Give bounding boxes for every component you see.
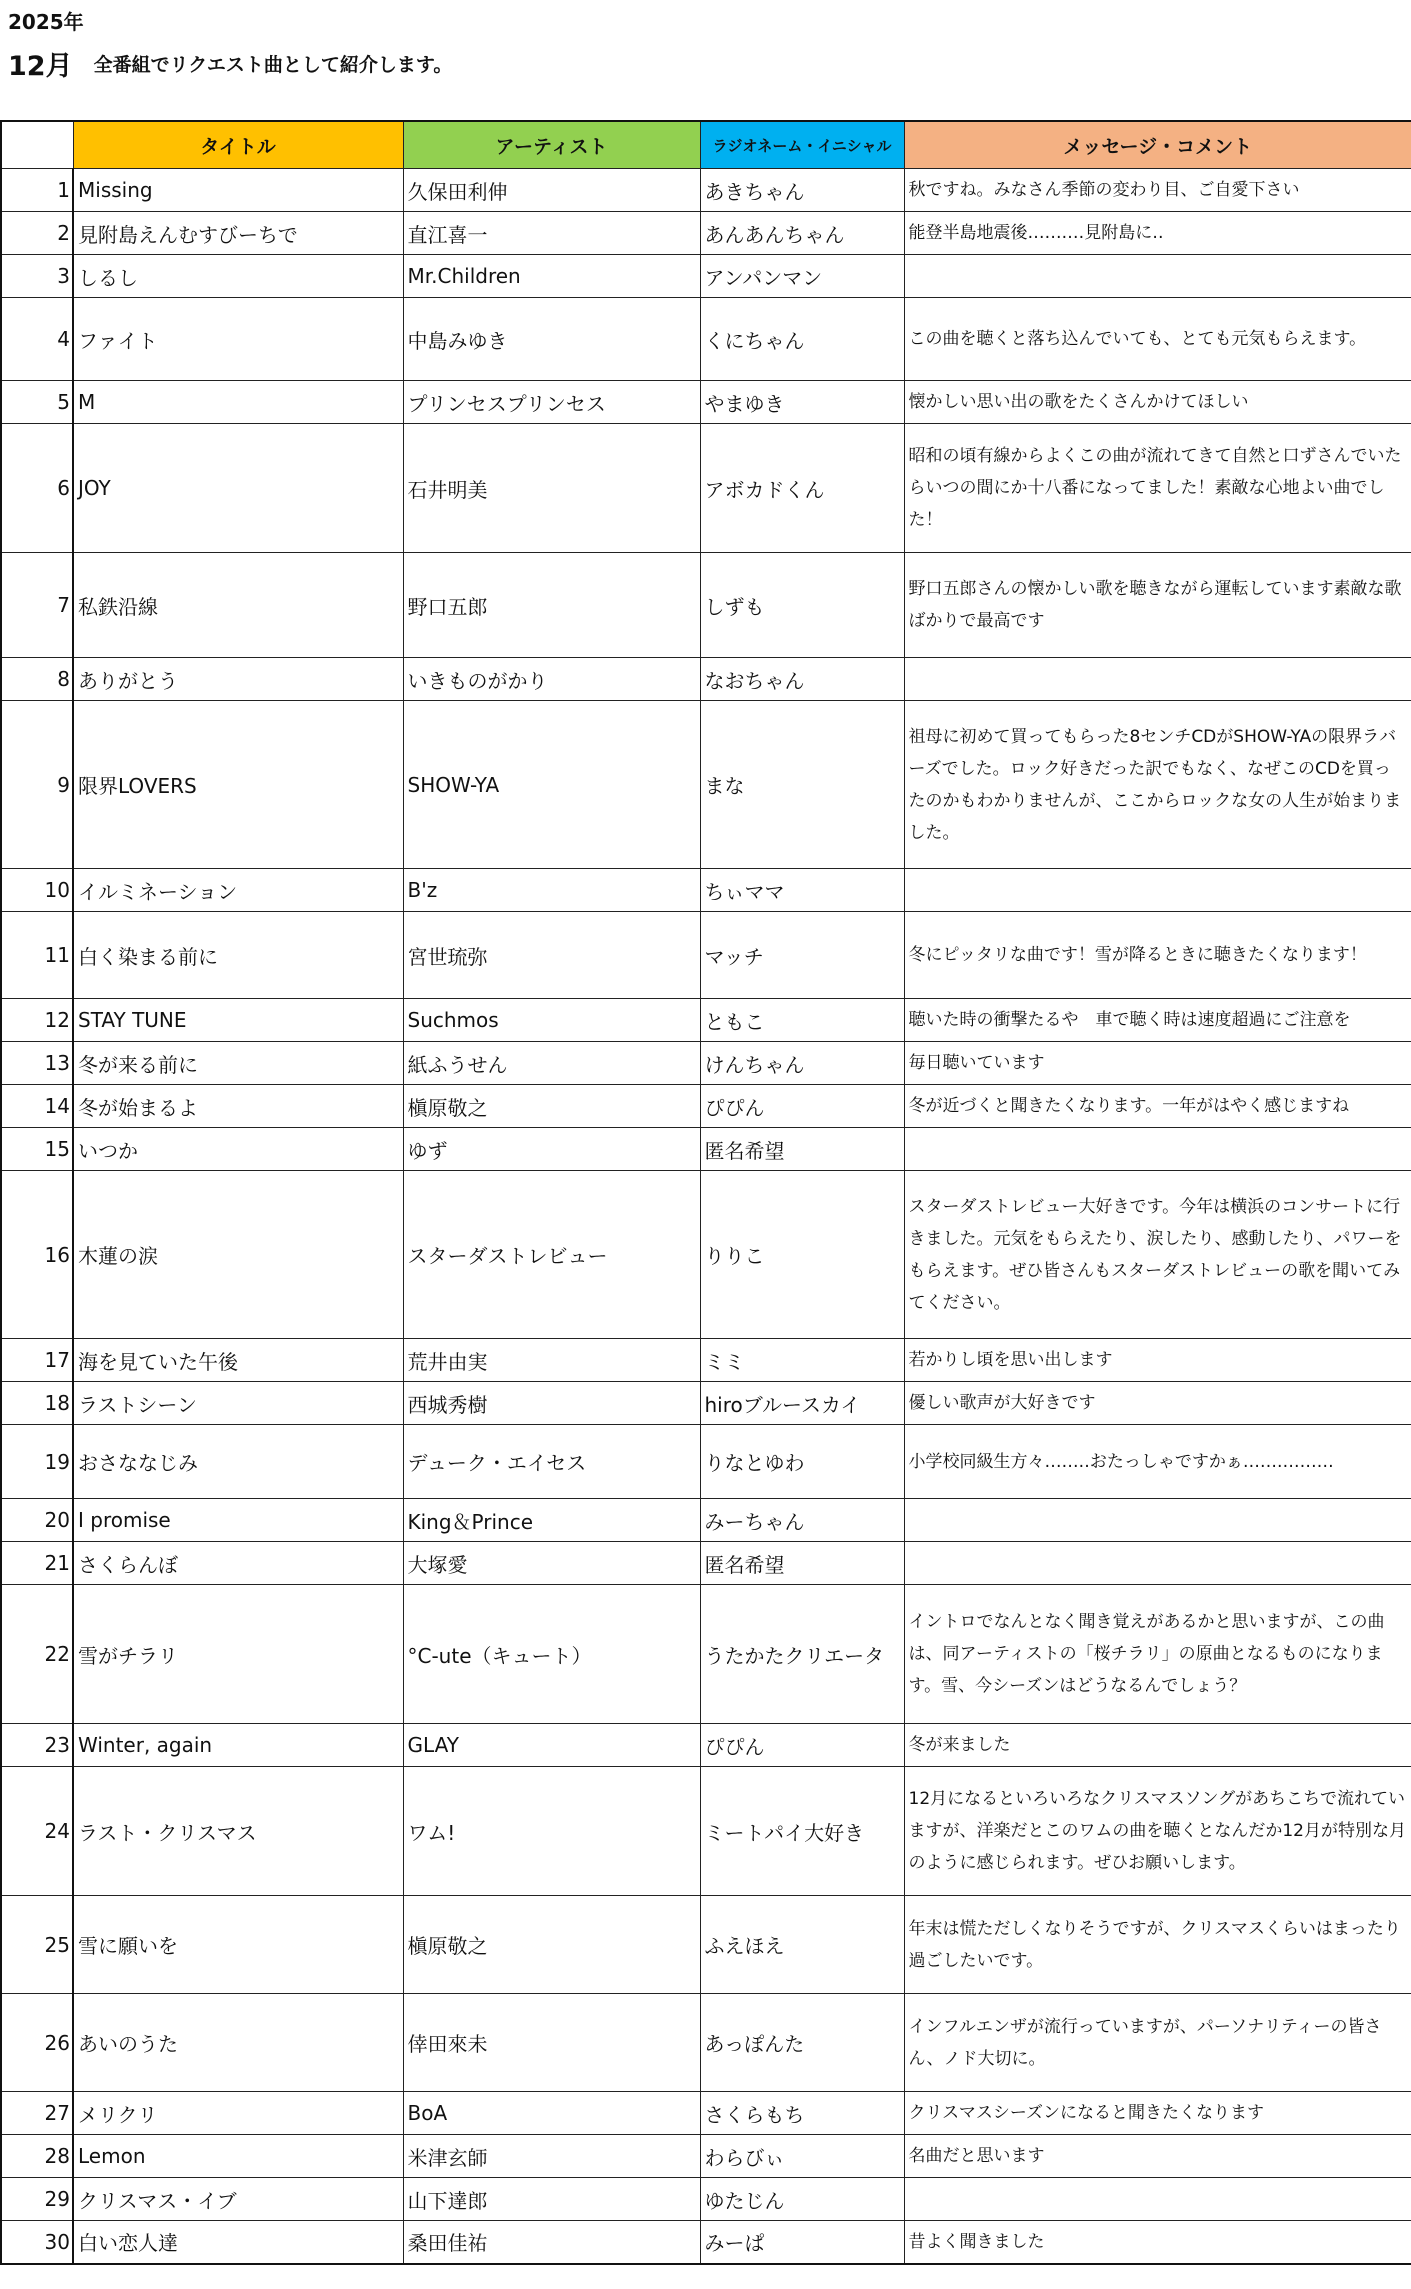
row-radio-name: あっぽんた xyxy=(700,1994,904,2092)
row-radio-name: やまゆき xyxy=(700,381,904,424)
table-row xyxy=(1,1896,1411,1994)
row-artist: ワム! xyxy=(403,1767,700,1896)
row-artist: 大塚愛 xyxy=(403,1542,700,1585)
row-artist: 宮世琉弥 xyxy=(403,912,700,999)
row-message: 小学校同級生方々‥‥‥‥おたっしゃですかぁ‥‥‥‥‥‥‥‥ xyxy=(904,1425,1411,1499)
row-artist: BoA xyxy=(403,2092,700,2135)
row-artist: 直江喜一 xyxy=(403,212,700,255)
row-number: 25 xyxy=(1,1896,73,1994)
row-radio-name: hiroブルースカイ xyxy=(700,1382,904,1425)
row-title: JOY xyxy=(73,424,403,553)
row-artist: SHOW-YA xyxy=(403,701,700,869)
row-number: 21 xyxy=(1,1542,73,1585)
row-radio-name: けんちゃん xyxy=(700,1042,904,1085)
row-title: Lemon xyxy=(73,2135,403,2178)
row-title: 雪に願いを xyxy=(73,1896,403,1994)
row-message: 冬が近づくと聞きたくなります。一年がはやく感じますね xyxy=(904,1085,1411,1128)
row-number: 29 xyxy=(1,2178,73,2221)
row-artist: 中島みゆき xyxy=(403,298,700,381)
row-artist: 倖田來未 xyxy=(403,1994,700,2092)
row-artist: B'z xyxy=(403,869,700,912)
row-number: 19 xyxy=(1,1425,73,1499)
table-header-row xyxy=(1,121,1411,169)
table-row xyxy=(1,1499,1411,1542)
row-number: 3 xyxy=(1,255,73,298)
row-radio-name: ぴぴん xyxy=(700,1085,904,1128)
row-radio-name: しずも xyxy=(700,553,904,658)
row-message: 昭和の頃有線からよくこの曲が流れてきて自然と口ずさんでいたらいつの間にか十八番になってました！素敵な心地よい曲でした！ xyxy=(904,424,1411,553)
row-title: I promise xyxy=(73,1499,403,1542)
row-number: 15 xyxy=(1,1128,73,1171)
row-message: この曲を聴くと落ち込んでいても、とても元気もらえます。 xyxy=(904,298,1411,381)
row-radio-name: あんあんちゃん xyxy=(700,212,904,255)
table-row xyxy=(1,1425,1411,1499)
row-message: インフルエンザが流行っていますが、パーソナリティーの皆さん、ノド大切に。 xyxy=(904,1994,1411,2092)
row-radio-name: ぴぴん xyxy=(700,1724,904,1767)
row-message: 若かりし頃を思い出します xyxy=(904,1339,1411,1382)
row-number: 23 xyxy=(1,1724,73,1767)
row-message: 年末は慌ただしくなりそうですが、クリスマスくらいはまったり過ごしたいです。 xyxy=(904,1896,1411,1994)
table-row xyxy=(1,999,1411,1042)
table-row xyxy=(1,701,1411,869)
row-title: ラストシーン xyxy=(73,1382,403,1425)
table-row xyxy=(1,2221,1411,2264)
row-message xyxy=(904,255,1411,298)
row-artist: 槇原敬之 xyxy=(403,1085,700,1128)
row-message: 懐かしい思い出の歌をたくさんかけてほしい xyxy=(904,381,1411,424)
row-radio-name: アボカドくん xyxy=(700,424,904,553)
row-title: 雪がチラリ xyxy=(73,1585,403,1724)
row-title: イルミネーション xyxy=(73,869,403,912)
table-row xyxy=(1,1339,1411,1382)
column-header-number xyxy=(1,121,73,169)
row-message: 12月になるといろいろなクリスマスソングがあちこちで流れていますが、洋楽だとこのワムの曲を聴くとなんだか12月が特別な月のように感じられます。ぜひお願いします。 xyxy=(904,1767,1411,1896)
row-artist: 槇原敬之 xyxy=(403,1896,700,1994)
row-message: 毎日聴いています xyxy=(904,1042,1411,1085)
row-message xyxy=(904,2178,1411,2221)
table-row xyxy=(1,1128,1411,1171)
table-row xyxy=(1,424,1411,553)
row-title: クリスマス・イブ xyxy=(73,2178,403,2221)
row-message: スターダストレビュー大好きです。今年は横浜のコンサートに行きました。元気をもらえたり、涙したり、感動したり、パワーをもらえます。ぜひ皆さんもスターダストレビューの歌を聞いてみてください。 xyxy=(904,1171,1411,1339)
page-heading xyxy=(8,44,452,83)
table-row xyxy=(1,869,1411,912)
table-row xyxy=(1,2135,1411,2178)
row-number: 24 xyxy=(1,1767,73,1896)
row-radio-name: ゆたじん xyxy=(700,2178,904,2221)
row-number: 28 xyxy=(1,2135,73,2178)
row-message: 冬にピッタリな曲です！雪が降るときに聴きたくなります！ xyxy=(904,912,1411,999)
row-title: 海を見ていた午後 xyxy=(73,1339,403,1382)
row-number: 7 xyxy=(1,553,73,658)
row-title: 白く染まる前に xyxy=(73,912,403,999)
table-row xyxy=(1,658,1411,701)
row-message: クリスマスシーズンになると聞きたくなります xyxy=(904,2092,1411,2135)
row-number: 2 xyxy=(1,212,73,255)
row-message: 野口五郎さんの懐かしい歌を聴きながら運転しています素敵な歌ばかりで最高です xyxy=(904,553,1411,658)
month-label: 12月 xyxy=(8,51,73,82)
row-message: 昔よく聞きました xyxy=(904,2221,1411,2264)
row-radio-name: みーちゃん xyxy=(700,1499,904,1542)
row-message: 能登半島地震後‥‥‥‥‥見附島に‥ xyxy=(904,212,1411,255)
row-radio-name: ミートパイ大好き xyxy=(700,1767,904,1896)
row-title: Missing xyxy=(73,169,403,212)
row-radio-name: ちぃママ xyxy=(700,869,904,912)
row-number: 4 xyxy=(1,298,73,381)
row-title: 白い恋人達 xyxy=(73,2221,403,2264)
row-artist: 荒井由実 xyxy=(403,1339,700,1382)
row-title: 私鉄沿線 xyxy=(73,553,403,658)
table-row xyxy=(1,298,1411,381)
row-number: 20 xyxy=(1,1499,73,1542)
row-number: 13 xyxy=(1,1042,73,1085)
row-radio-name: みーぱ xyxy=(700,2221,904,2264)
request-table xyxy=(0,120,1411,2265)
row-title: ファイト xyxy=(73,298,403,381)
row-title: 見附島えんむすびーちで xyxy=(73,212,403,255)
row-message xyxy=(904,869,1411,912)
table-row xyxy=(1,912,1411,999)
row-radio-name: まな xyxy=(700,701,904,869)
year-label: 2025年 xyxy=(8,10,84,34)
table-row xyxy=(1,381,1411,424)
row-number: 22 xyxy=(1,1585,73,1724)
row-title: 限界LOVERS xyxy=(73,701,403,869)
row-artist: いきものがかり xyxy=(403,658,700,701)
row-number: 14 xyxy=(1,1085,73,1128)
row-radio-name: さくらもち xyxy=(700,2092,904,2135)
column-header-message: メッセージ・コメント xyxy=(904,121,1411,169)
row-title: あいのうた xyxy=(73,1994,403,2092)
row-radio-name: マッチ xyxy=(700,912,904,999)
column-header-artist: アーティスト xyxy=(403,121,700,169)
row-title: 木蓮の涙 xyxy=(73,1171,403,1339)
row-radio-name: アンパンマン xyxy=(700,255,904,298)
table-row xyxy=(1,2092,1411,2135)
row-message: 冬が来ました xyxy=(904,1724,1411,1767)
row-artist: 野口五郎 xyxy=(403,553,700,658)
row-number: 5 xyxy=(1,381,73,424)
row-artist: King＆Prince xyxy=(403,1499,700,1542)
row-radio-name: りなとゆわ xyxy=(700,1425,904,1499)
row-title: M xyxy=(73,381,403,424)
row-artist: プリンセスプリンセス xyxy=(403,381,700,424)
row-title: ラスト・クリスマス xyxy=(73,1767,403,1896)
row-message xyxy=(904,658,1411,701)
column-header-radio-name: ラジオネーム・イニシャル xyxy=(700,121,904,169)
row-artist: 石井明美 xyxy=(403,424,700,553)
table-row xyxy=(1,1542,1411,1585)
row-artist: 山下達郎 xyxy=(403,2178,700,2221)
table-row xyxy=(1,1585,1411,1724)
row-artist: ゆず xyxy=(403,1128,700,1171)
row-artist: 久保田利伸 xyxy=(403,169,700,212)
row-number: 1 xyxy=(1,169,73,212)
table-row xyxy=(1,1767,1411,1896)
table-row xyxy=(1,1042,1411,1085)
row-radio-name: うたかたクリエータ xyxy=(700,1585,904,1724)
row-message: 聴いた時の衝撃たるや 車で聴く時は速度超過にご注意を xyxy=(904,999,1411,1042)
row-message: 優しい歌声が大好きです xyxy=(904,1382,1411,1425)
row-number: 16 xyxy=(1,1171,73,1339)
row-title: いつか xyxy=(73,1128,403,1171)
row-radio-name: ふえほえ xyxy=(700,1896,904,1994)
row-title: Winter, again xyxy=(73,1724,403,1767)
row-artist: Suchmos xyxy=(403,999,700,1042)
row-number: 12 xyxy=(1,999,73,1042)
row-artist: 桑田佳祐 xyxy=(403,2221,700,2264)
row-radio-name: くにちゃん xyxy=(700,298,904,381)
row-radio-name: なおちゃん xyxy=(700,658,904,701)
row-message: 名曲だと思います xyxy=(904,2135,1411,2178)
row-number: 9 xyxy=(1,701,73,869)
table-row xyxy=(1,1171,1411,1339)
table-row xyxy=(1,1085,1411,1128)
row-title: おさななじみ xyxy=(73,1425,403,1499)
row-number: 27 xyxy=(1,2092,73,2135)
row-radio-name: あきちゃん xyxy=(700,169,904,212)
table-row xyxy=(1,212,1411,255)
row-artist: スターダストレビュー xyxy=(403,1171,700,1339)
row-radio-name: ともこ xyxy=(700,999,904,1042)
row-message xyxy=(904,1499,1411,1542)
column-header-title: タイトル xyxy=(73,121,403,169)
row-artist: 紙ふうせん xyxy=(403,1042,700,1085)
row-message: イントロでなんとなく聞き覚えがあるかと思いますが、この曲は、同アーティストの「桜チラリ」の原曲となるものになります。雪、今シーズンはどうなるんでしょう？ xyxy=(904,1585,1411,1724)
row-artist: 西城秀樹 xyxy=(403,1382,700,1425)
row-radio-name: 匿名希望 xyxy=(700,1128,904,1171)
row-artist: デューク・エイセス xyxy=(403,1425,700,1499)
row-number: 10 xyxy=(1,869,73,912)
row-artist: 米津玄師 xyxy=(403,2135,700,2178)
row-artist: Mr.Children xyxy=(403,255,700,298)
row-message xyxy=(904,1542,1411,1585)
row-number: 11 xyxy=(1,912,73,999)
table-row xyxy=(1,1382,1411,1425)
table-body xyxy=(1,169,1411,2264)
row-number: 8 xyxy=(1,658,73,701)
row-artist: °C-ute（キュート） xyxy=(403,1585,700,1724)
row-radio-name: 匿名希望 xyxy=(700,1542,904,1585)
row-radio-name: わらびぃ xyxy=(700,2135,904,2178)
row-title: STAY TUNE xyxy=(73,999,403,1042)
row-title: 冬が始まるよ xyxy=(73,1085,403,1128)
table-row xyxy=(1,1994,1411,2092)
row-title: 冬が来る前に xyxy=(73,1042,403,1085)
row-radio-name: ミミ xyxy=(700,1339,904,1382)
row-number: 18 xyxy=(1,1382,73,1425)
table-row xyxy=(1,169,1411,212)
table-row xyxy=(1,255,1411,298)
row-artist: GLAY xyxy=(403,1724,700,1767)
row-message xyxy=(904,1128,1411,1171)
row-number: 26 xyxy=(1,1994,73,2092)
row-number: 17 xyxy=(1,1339,73,1382)
row-radio-name: りりこ xyxy=(700,1171,904,1339)
row-number: 30 xyxy=(1,2221,73,2264)
row-message: 祖母に初めて買ってもらった8センチCDがSHOW-YAの限界ラバーズでした。ロック好きだった訳でもなく、なぜこのCDを買ったのかもわかりませんが、ここからロックな女の人生が始まりました。 xyxy=(904,701,1411,869)
row-title: しるし xyxy=(73,255,403,298)
table-row xyxy=(1,1724,1411,1767)
page-subtitle: 全番組でリクエスト曲として紹介します。 xyxy=(93,54,453,76)
table-row xyxy=(1,2178,1411,2221)
row-title: さくらんぼ xyxy=(73,1542,403,1585)
table-row xyxy=(1,553,1411,658)
row-number: 6 xyxy=(1,424,73,553)
row-title: メリクリ xyxy=(73,2092,403,2135)
row-title: ありがとう xyxy=(73,658,403,701)
row-message: 秋ですね。みなさん季節の変わり目、ご自愛下さい xyxy=(904,169,1411,212)
